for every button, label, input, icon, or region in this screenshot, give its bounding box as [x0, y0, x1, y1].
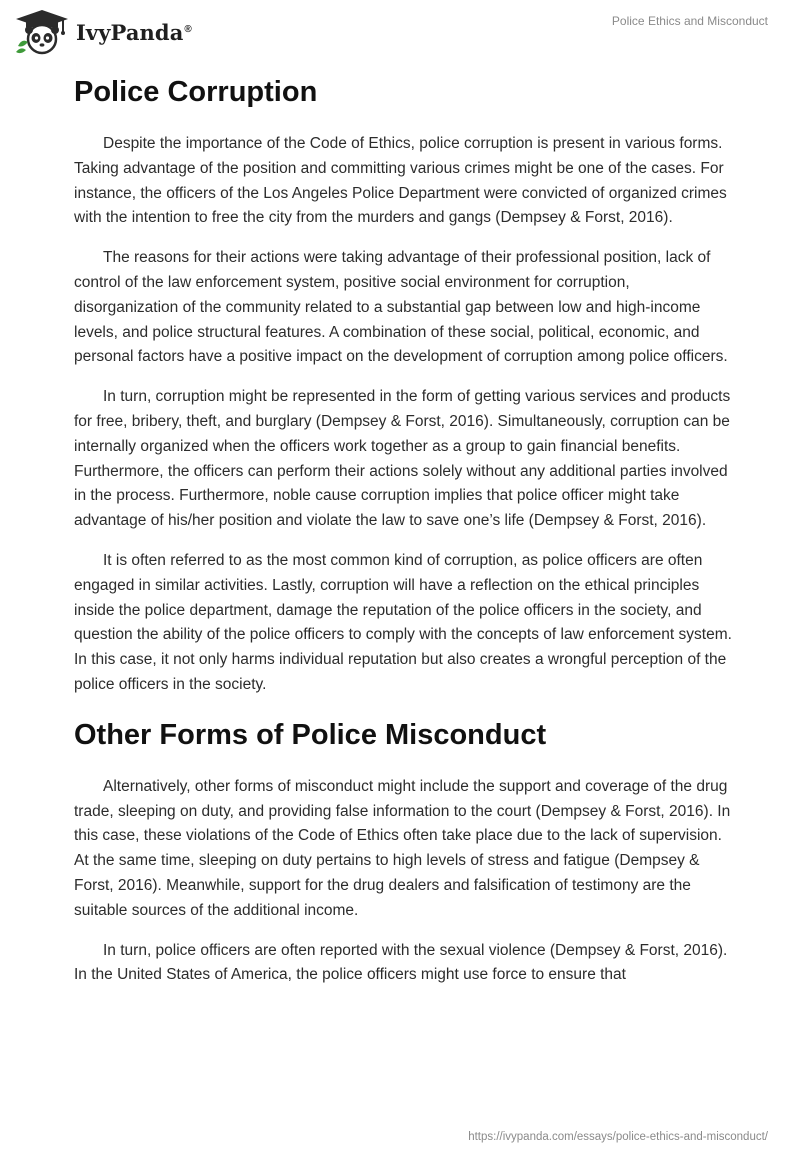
section-body-other-forms [74, 775, 734, 988]
section-body-police-corruption [74, 132, 734, 698]
document-title: Police Ethics and Misconduct [611, 14, 768, 28]
section-heading-police-corruption: Police Corruption [74, 76, 318, 108]
paragraph: In turn, police officers are often reported with the sexual violence (Dempsey & Forst, 2016). In the United States of America, the police officers might use force to ensure that [74, 941, 728, 984]
essay-content [74, 70, 734, 988]
page-header [0, 0, 800, 64]
source-url[interactable]: https://ivypanda.com/essays/police-ethics-and-misconduct/ [468, 1131, 768, 1143]
paragraph: It is often referred to as the most common kind of corruption, as police officers are often engaged in similar activities. Lastly, corruption will have a reflection on the ethical principles inside the police department, damage the reputation of the police officers in the society, and question the ability of the police officers to comply with the concepts of law enforcement system. In this case, it not only harms individual reputation but also creates a wrongful perception of the police officers in the society. [74, 551, 732, 693]
paragraph: Despite the importance of the Code of Ethics, police corruption is present in various forms. Taking advantage of the position and committing various crimes might be one of the cases. For instance, the officers of the Los Angeles Police Department were convicted of organized crimes with the intention to free the city from the murders and gangs (Dempsey & Forst, 2016). [74, 135, 727, 227]
brand-name: IvyPanda® [76, 19, 192, 45]
brand-logo[interactable] [14, 8, 192, 56]
paragraph: Alternatively, other forms of misconduct might include the support and coverage of the drug trade, sleeping on duty, and providing false information to the court (Dempsey & Forst, 2016). In this case, these violations of the Code of Ethics often take place due to the lack of supervision. At the same time, sleeping on duty pertains to high levels of stress and fatigue (Dempsey & Forst, 2016). Meanwhile, support for the drug dealers and falsification of testimony are the suitable sources of the additional income. [74, 777, 731, 919]
panda-graduate-icon [14, 8, 70, 56]
paragraph: In turn, corruption might be represented in the form of getting various services and products for free, bribery, theft, and burglary (Dempsey & Forst, 2016). Simultaneously, corruption can be internally organized when the officers work together as a group to gain financial benefits. Furthermore, the officers can perform their actions solely without any additional parties involved in the process. Furthermore, noble cause corruption implies that police officer might take advantage of his/her position and violate the law to save one’s life (Dempsey & Forst, 2016). [74, 388, 731, 530]
section-heading-other-forms: Other Forms of Police Misconduct [74, 718, 547, 751]
paragraph: The reasons for their actions were taking advantage of their professional position, lack of control of the law enforcement system, positive social environment for corruption, disorganization of the community related to a substantial gap between low and high-income levels, and police structural features. A combination of these social, political, economic, and personal factors have a positive impact on the development of corruption among police officers. [74, 249, 728, 366]
